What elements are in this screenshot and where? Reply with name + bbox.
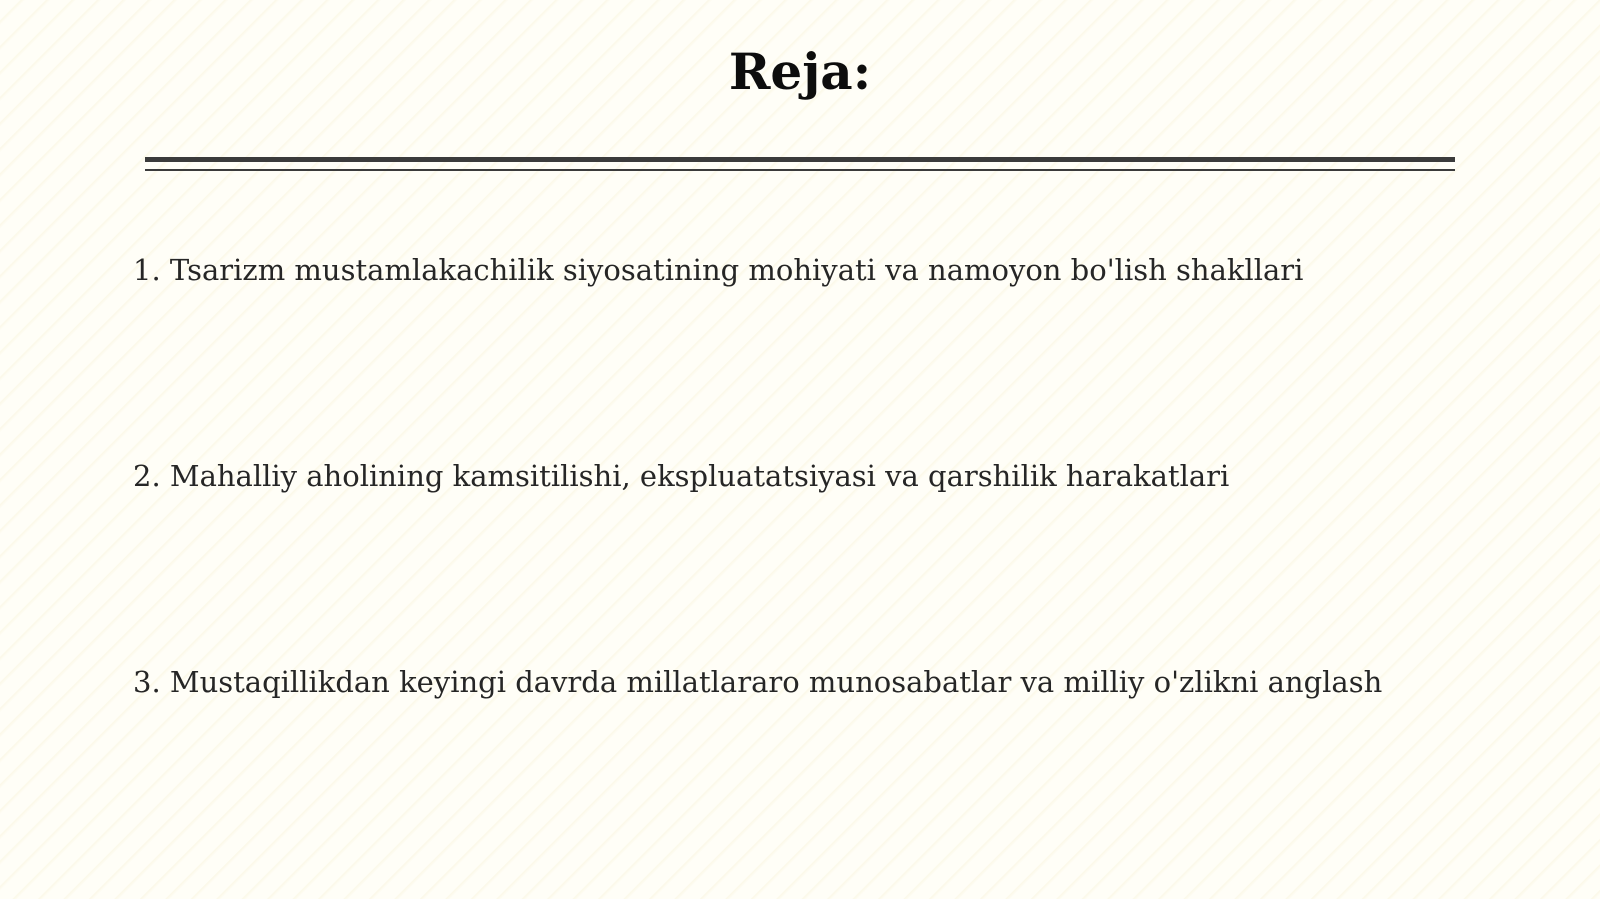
- title-divider-thick: [145, 157, 1455, 162]
- plan-item-1: 1. Tsarizm mustamlakachilik siyosatining mohiyati va namoyon bo'lish shakllari: [133, 253, 1304, 287]
- title-divider-thin: [145, 169, 1455, 171]
- plan-item-3: 3. Mustaqillikdan keyingi davrda millatlararo munosabatlar va milliy o'zlikni anglash: [133, 665, 1383, 699]
- slide-title: Reja:: [728, 42, 872, 101]
- plan-item-2: 2. Mahalliy aholining kamsitilishi, ekspluatatsiyasi va qarshilik harakatlari: [133, 459, 1230, 493]
- plan-list: [133, 250, 1553, 702]
